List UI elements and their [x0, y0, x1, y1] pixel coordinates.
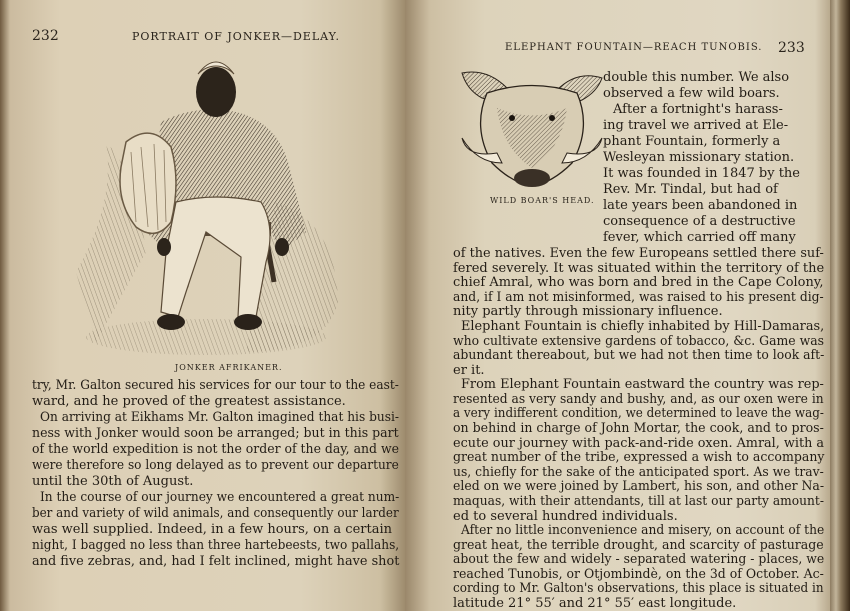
page-number: 232 — [32, 28, 59, 44]
text-line: phant Fountain, formerly a — [603, 134, 781, 149]
running-head: PORTRAIT OF JONKER—DELAY. — [132, 30, 340, 43]
text-line: us, chiefly for the sake of the anticipated sport. As we trav- — [453, 464, 824, 480]
text-line: and five zebras, and, had I felt inclined, might have shot — [32, 554, 400, 569]
text-line: Wesleyan missionary station. — [603, 150, 795, 165]
figure-caption: WILD BOAR'S HEAD. — [490, 196, 595, 205]
text-line: Rev. Mr. Tindal, but had of — [603, 182, 778, 197]
text-line: In the course of our journey we encountered a great num- — [40, 490, 400, 505]
text-line: consequence of a destructive — [603, 214, 796, 229]
right-page — [405, 0, 830, 611]
text-line: night, I bagged no less than three hartebeests, two pallahs, — [32, 538, 400, 553]
text-line: observed a few wild boars. — [603, 86, 780, 101]
page-number: 233 — [778, 40, 805, 56]
text-line: From Elephant Fountain eastward the country was rep- — [461, 377, 824, 393]
text-line: a very indifferent condition, we determined to leave the wag- — [453, 406, 824, 422]
text-line: maquas, with their attendants, till at last our party amount- — [453, 493, 824, 509]
text-line: ward, and he proved of the greatest assistance. — [32, 394, 346, 409]
text-line: chief Amral, who was born and bred in the Cape Colony, — [453, 275, 824, 291]
text-line: of the natives. Even the few Europeans settled there suf- — [453, 246, 824, 261]
boar-head-illustration — [457, 68, 607, 192]
text-line: about the few and widely - separated watering - places, we — [453, 552, 825, 568]
text-line: It was founded in 1847 by the — [603, 166, 800, 181]
text-line: great heat, the terrible drought, and scarcity of pasturage — [453, 537, 824, 553]
text-line: fered severely. It was situated within the territory of the — [453, 260, 825, 276]
text-line: were therefore so long delayed as to prevent our departure — [32, 458, 399, 473]
text-line: ed to several hundred individuals. — [453, 508, 678, 524]
figure-caption: JONKER AFRIKANER. — [175, 363, 283, 372]
text-line: abundant thereabout, but we had not then time to look aft- — [453, 348, 825, 364]
text-line: eled on we were joined by Lambert, his son, and other Na- — [453, 479, 825, 495]
text-line: ecute our journey with pack-and-ride oxen. Amral, with a — [453, 435, 825, 451]
running-head: ELEPHANT FOUNTAIN—REACH TUNOBIS. — [505, 42, 763, 53]
text-line: late years been abandoned in — [603, 198, 798, 213]
text-line: ing travel we arrived at Ele- — [603, 118, 789, 133]
text-line: try, Mr. Galton secured his services for our tour to the east- — [32, 378, 399, 393]
text-line: On arriving at Eikhams Mr. Galton imagined that his busi- — [40, 410, 399, 425]
text-line: reached Tunobis, or Otjombindè, on the 3d of October. Ac- — [453, 566, 824, 582]
text-line: who cultivate extensive gardens of tobacco, &c. Game was — [453, 333, 825, 349]
text-line: latitude 21° 55′ and 21° 55′ east longitude. — [453, 596, 737, 611]
text-line: until the 30th of August. — [32, 474, 194, 489]
text-line: fever, which carried off many — [603, 230, 796, 245]
text-line: great number of the tribe, expressed a wish to accompany — [453, 450, 825, 466]
text-line: After a fortnight's harass- — [613, 102, 783, 117]
text-line: ber and variety of wild animals, and consequently our larder — [32, 506, 399, 521]
text-line: ness with Jonker would soon be arranged; but in this part — [32, 426, 399, 441]
text-line: cording to Mr. Galton's observations, this place is situated in — [453, 581, 824, 597]
text-line: of the world expedition is not the order of the day, and we — [32, 442, 400, 457]
text-line: After no little inconvenience and misery, on account of the — [461, 523, 825, 539]
left-page — [0, 0, 405, 611]
text-line: Elephant Fountain is chiefly inhabited by Hill-Damaras, — [461, 318, 825, 334]
text-line: resented as very sandy and bushy, and, as our oxen were in — [453, 391, 824, 407]
portrait-illustration — [76, 52, 346, 360]
text-line: nity partly through missionary influence. — [453, 304, 723, 320]
page-edges — [830, 0, 850, 611]
text-line: and, if I am not misinformed, was raised to his present dig- — [453, 289, 824, 305]
text-line: on behind in charge of John Mortar, the cook, and to pros- — [453, 421, 824, 436]
text-line: er it. — [453, 362, 485, 378]
text-line: was well supplied. Indeed, in a few hours, on a certain — [32, 522, 392, 537]
text-line: double this number. We also — [603, 70, 790, 85]
